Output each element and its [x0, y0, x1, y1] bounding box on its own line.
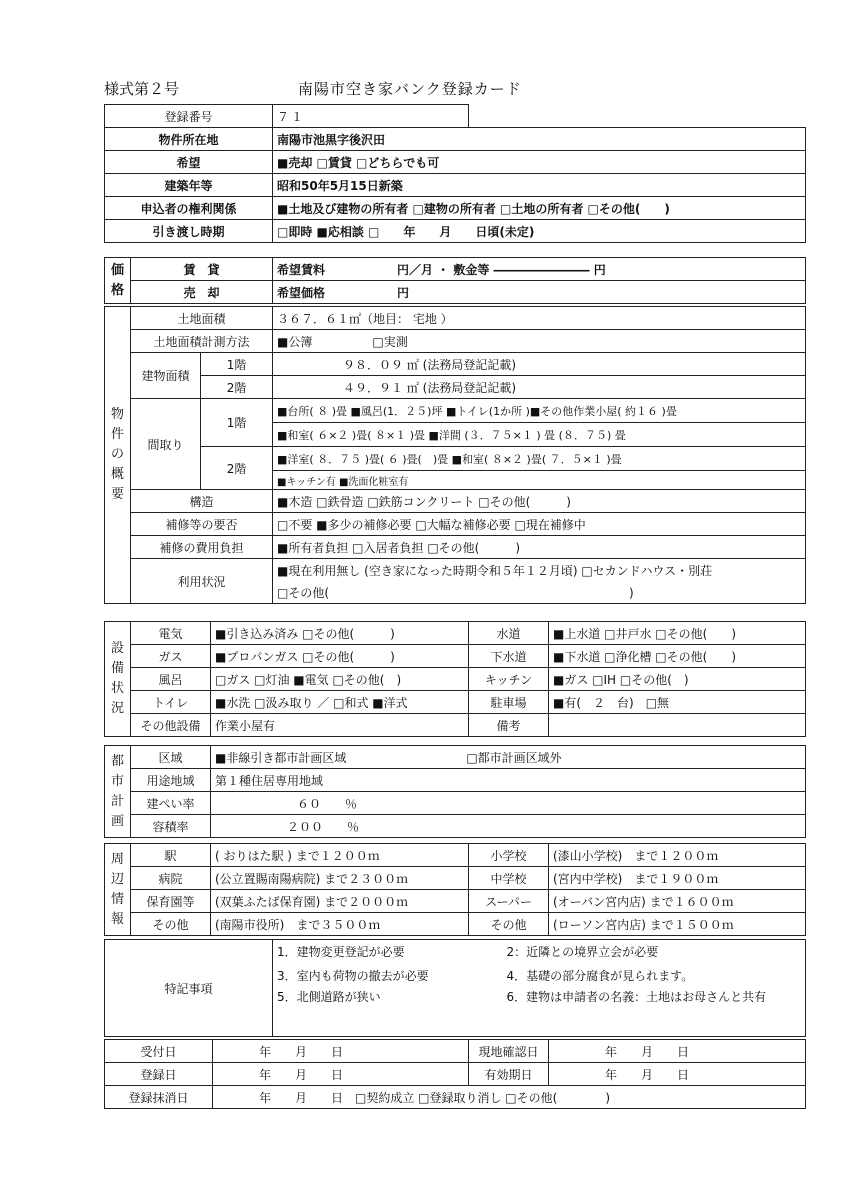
use-value1: ■現在利用無し (空き家になった時期令和５年１２月頃) □セカンドハウス・別荘 — [273, 559, 806, 582]
nursery-label: 保育園等 — [131, 890, 211, 913]
kitchen-value: ■ガス □IH □その他( ) — [549, 668, 806, 691]
price-table — [104, 257, 806, 304]
register-date-value: 年 月 日 — [213, 1063, 469, 1086]
nearby-table — [104, 843, 806, 936]
electric-value: ■引き込み済み □その他( ) — [211, 622, 469, 645]
remarks-label: 備考 — [469, 714, 549, 737]
registration-number-table — [104, 104, 469, 128]
zone-value: ■非線引き都市計画区域 □都市計画区域外 — [211, 746, 806, 769]
layout2a-value: ■洋室( ８．７５ )畳( ６ )畳( )畳 ■和室( ８×２ )畳( ７．５×１ )畳 — [273, 447, 806, 471]
elementary-value: (漆山小学校) まで１２００ｍ — [549, 844, 806, 867]
footer-table — [104, 1039, 806, 1109]
built-label: 建築年等 — [105, 174, 273, 197]
other-equip-label: その他設備 — [131, 714, 211, 737]
page-title: 南陽市空き家バンク登録カード — [298, 80, 522, 98]
parking-label: 駐車場 — [469, 691, 549, 714]
supermarket-label: スーパー — [469, 890, 549, 913]
city-plan-table — [104, 745, 806, 838]
note-5: 5．北側道路が狭い — [273, 988, 503, 1037]
station-label: 駅 — [131, 844, 211, 867]
layout1a-value: ■台所( ８ )畳 ■風呂(1．２５)坪 ■トイレ(1か所 )■その他作業小屋( 約１６ )畳 — [273, 399, 806, 423]
received-date-value: 年 月 日 — [213, 1040, 469, 1063]
location-value: 南陽市池黒字後沢田 — [273, 128, 806, 151]
use-zone-value: 第１種住居専用地域 — [211, 769, 806, 792]
hospital-label: 病院 — [131, 867, 211, 890]
bldg-area2-value: ４９．９１ ㎡ (法務局登記記載) — [273, 376, 806, 399]
handover-label: 引き渡し時期 — [105, 220, 273, 243]
land-area-label: 土地面積 — [131, 307, 273, 330]
bldg-area1-value: ９８．０９ ㎡ (法務局登記記載) — [273, 353, 806, 376]
far-label: 容積率 — [131, 815, 211, 838]
rights-label: 申込者の権利関係 — [105, 197, 273, 220]
bcr-label: 建ぺい率 — [131, 792, 211, 815]
repair-label: 補修等の要否 — [131, 513, 273, 536]
overview-table — [104, 306, 806, 604]
reg-label: 登録番号 — [105, 105, 273, 128]
repair-value: □不要 ■多少の補修必要 □大幅な補修必要 □現在補修中 — [273, 513, 806, 536]
overview-section-label: 物件の概要 — [105, 307, 131, 604]
supermarket-value: (オーバン宮内店) まで１６００ｍ — [549, 890, 806, 913]
nursery-value: (双葉ふたば保育園) まで２０００ｍ — [211, 890, 469, 913]
layout-floor2-label: 2階 — [201, 447, 273, 490]
other2-label: その他 — [469, 913, 549, 936]
valid-date-value: 年 月 日 — [549, 1063, 806, 1086]
notes-table — [104, 939, 806, 1037]
handover-value: □即時 ■応相談 □ 年 月 日頃(未定) — [273, 220, 806, 243]
cost-label: 補修の費用負担 — [131, 536, 273, 559]
use-label: 利用状況 — [131, 559, 273, 604]
measure-value: ■公簿 □実測 — [273, 330, 806, 353]
bcr-value: ６０ ％ — [211, 792, 806, 815]
toilet-label: トイレ — [131, 691, 211, 714]
hospital-value: (公立置賜南陽病院) まで２３００ｍ — [211, 867, 469, 890]
water-value: ■上水道 □井戸水 □その他( ) — [549, 622, 806, 645]
sewer-value: ■下水道 □浄化槽 □その他( ) — [549, 645, 806, 668]
bldg-area-label: 建物面積 — [131, 353, 201, 399]
water-label: 水道 — [469, 622, 549, 645]
sale-label: 売 却 — [131, 281, 273, 304]
structure-label: 構造 — [131, 490, 273, 513]
price-section-label: 価格 — [105, 258, 131, 304]
remarks-value — [549, 714, 806, 737]
toilet-value: ■水洗 □汲み取り ／ □和式 ■洋式 — [211, 691, 469, 714]
form-number: 様式第２号 — [104, 80, 180, 98]
layout2b-value: ■キッチン有 ■洗面化粧室有 — [273, 471, 806, 490]
other1-value: (南陽市役所) まで３５００ｍ — [211, 913, 469, 936]
other-equip-value: 作業小屋有 — [211, 714, 469, 737]
station-value: ( おりはた駅 ) まで１２００ｍ — [211, 844, 469, 867]
notes-label: 特記事項 — [105, 940, 273, 1037]
parking-value: ■有( ２ 台) □無 — [549, 691, 806, 714]
nearby-section-label: 周辺情報 — [105, 844, 131, 936]
received-date-label: 受付日 — [105, 1040, 213, 1063]
note-6: 6．建物は申請者の名義：土地はお母さんと共有 — [503, 988, 806, 1037]
valid-date-label: 有効期日 — [469, 1063, 549, 1086]
wish-label: 希望 — [105, 151, 273, 174]
bath-label: 風呂 — [131, 668, 211, 691]
land-area-value: ３６７．６１㎡（地目： 宅地 ） — [273, 307, 806, 330]
bldg-floor1-label: 1階 — [201, 353, 273, 376]
facility-table — [104, 621, 806, 737]
rent-value: 希望賃料 円／月 ・ 敷金等 ―――――――― 円 — [273, 258, 806, 281]
reg-value: ７１ — [273, 105, 469, 128]
junior-high-label: 中学校 — [469, 867, 549, 890]
layout-label: 間取り — [131, 399, 201, 490]
structure-value: ■木造 □鉄骨造 □鉄筋コンクリート □その他( ) — [273, 490, 806, 513]
gas-value: ■プロパンガス □その他( ) — [211, 645, 469, 668]
wish-value: ■売却 □賃貸 □どちらでも可 — [273, 151, 806, 174]
cancel-date-label: 登録抹消日 — [105, 1086, 213, 1109]
layout-floor1-label: 1階 — [201, 399, 273, 447]
other1-label: その他 — [131, 913, 211, 936]
zone-label: 区域 — [131, 746, 211, 769]
sale-value: 希望価格 円 — [273, 281, 806, 304]
facility-section-label: 設備状況 — [105, 622, 131, 737]
site-check-label: 現地確認日 — [469, 1040, 549, 1063]
gas-label: ガス — [131, 645, 211, 668]
register-date-label: 登録日 — [105, 1063, 213, 1086]
sewer-label: 下水道 — [469, 645, 549, 668]
use-value2: □その他( ) — [273, 581, 806, 604]
city-section-label: 都市計画 — [105, 746, 131, 838]
electric-label: 電気 — [131, 622, 211, 645]
built-value: 昭和50年5月15日新築 — [273, 174, 806, 197]
note-1: 1．建物変更登記が必要 — [273, 940, 503, 964]
location-label: 物件所在地 — [105, 128, 273, 151]
cancel-date-value: 年 月 日 □契約成立 □登録取り消し □その他( ) — [213, 1086, 806, 1109]
note-3: 3．室内も荷物の撤去が必要 — [277, 969, 429, 984]
junior-high-value: (宮内中学校) まで１９００ｍ — [549, 867, 806, 890]
kitchen-label: キッチン — [469, 668, 549, 691]
measure-label: 土地面積計測方法 — [131, 330, 273, 353]
bldg-floor2-label: 2階 — [201, 376, 273, 399]
bath-value: □ガス □灯油 ■電気 □その他( ) — [211, 668, 469, 691]
site-check-value: 年 月 日 — [549, 1040, 806, 1063]
far-value: ２００ ％ — [211, 815, 806, 838]
note-2: 2：近隣との境界立会が必要 — [503, 940, 806, 964]
other2-value: (ローソン宮内店) まで１５００ｍ — [549, 913, 806, 936]
note-4: 4．基礎の部分腐食が見られます。 — [503, 964, 806, 988]
rights-value: ■土地及び建物の所有者 □建物の所有者 □土地の所有者 □その他( ) — [273, 197, 806, 220]
use-zone-label: 用途地域 — [131, 769, 211, 792]
cost-value: ■所有者負担 □入居者負担 □その他( ) — [273, 536, 806, 559]
elementary-label: 小学校 — [469, 844, 549, 867]
layout1b-value: ■和室( ６×２ )畳( ８×１ )畳 ■洋間 (３．７５×１ ) 畳 (８．７５) 畳 — [273, 423, 806, 447]
rent-label: 賃 貸 — [131, 258, 273, 281]
basic-info-table — [104, 127, 806, 243]
